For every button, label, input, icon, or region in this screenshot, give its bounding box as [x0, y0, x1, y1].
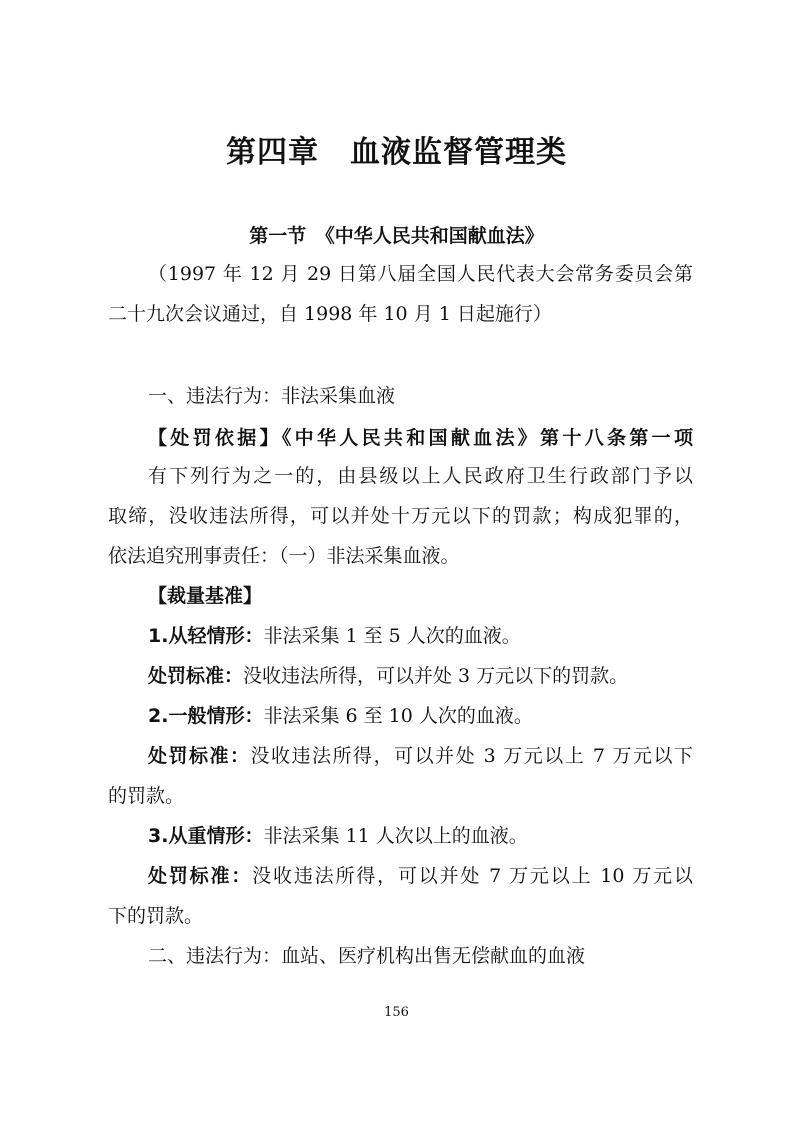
level-1-penalty-line [148, 661, 693, 691]
level-3-penalty-text: 没收违法所得，可以并处 7 万元以上 10 万元以 [252, 865, 693, 887]
level-1-penalty-label: 处罚标准： [148, 665, 244, 687]
adoption-note-line-2: 二十九次会议通过，自 1998 年 10 月 1 日起施行） [108, 303, 552, 325]
chapter-title: 第四章 血液监督管理类 [226, 135, 567, 170]
level-1-text: 非法采集 1 至 5 人次的血液。 [263, 625, 521, 647]
discretion-standard-label: 【裁量基准】 [148, 585, 263, 607]
level-1-line [148, 621, 693, 651]
level-2-text: 非法采集 6 至 10 人次的血液。 [263, 705, 533, 727]
section-title: 第一节 《中华人民共和国献血法》 [249, 225, 544, 247]
penalty-basis-text-line-3: 依法追究刑事责任：（一）非法采集血液。 [108, 545, 460, 567]
penalty-basis-text-line-1: 有下列行为之一的，由县级以上人民政府卫生行政部门予以 [148, 465, 693, 487]
penalty-basis-text-line-2: 取缔，没收违法所得，可以并处十万元以下的罚款；构成犯罪的， [108, 505, 693, 527]
level-3-penalty-label: 处罚标准： [148, 865, 253, 887]
level-2-penalty-continuation: 的罚款。 [108, 785, 185, 807]
adoption-note-line-1: （1997 年 12 月 29 日第八届全国人民代表大会常务委员会第 [148, 263, 693, 285]
level-3-line [148, 821, 693, 851]
violation-heading-2: 二、违法行为：血站、医疗机构出售无偿献血的血液 [148, 945, 586, 967]
penalty-basis-reference: 《中华人民共和国献血法》第十八条第一项 [281, 427, 693, 449]
penalty-basis-line [148, 423, 693, 453]
level-1-penalty-text: 没收违法所得，可以并处 3 万元以下的罚款。 [243, 665, 629, 687]
level-3-penalty-continuation: 下的罚款。 [108, 905, 204, 927]
level-2-penalty-line [148, 741, 693, 771]
penalty-basis-label: 【处罚依据】 [148, 427, 282, 449]
level-3-label: 3.从重情形： [148, 825, 264, 847]
level-3-penalty-line [148, 861, 693, 891]
page-number: 156 [384, 1005, 409, 1020]
level-2-penalty-text: 没收违法所得，可以并处 3 万元以上 7 万元以下 [250, 745, 693, 767]
level-2-line [148, 701, 693, 731]
level-3-text: 非法采集 11 人次以上的血液。 [263, 825, 528, 847]
violation-heading-1: 一、违法行为：非法采集血液 [148, 385, 396, 407]
level-1-label: 1.从轻情形： [148, 625, 264, 647]
level-2-penalty-label: 处罚标准： [148, 745, 251, 767]
level-2-label: 2.一般情形： [148, 705, 264, 727]
